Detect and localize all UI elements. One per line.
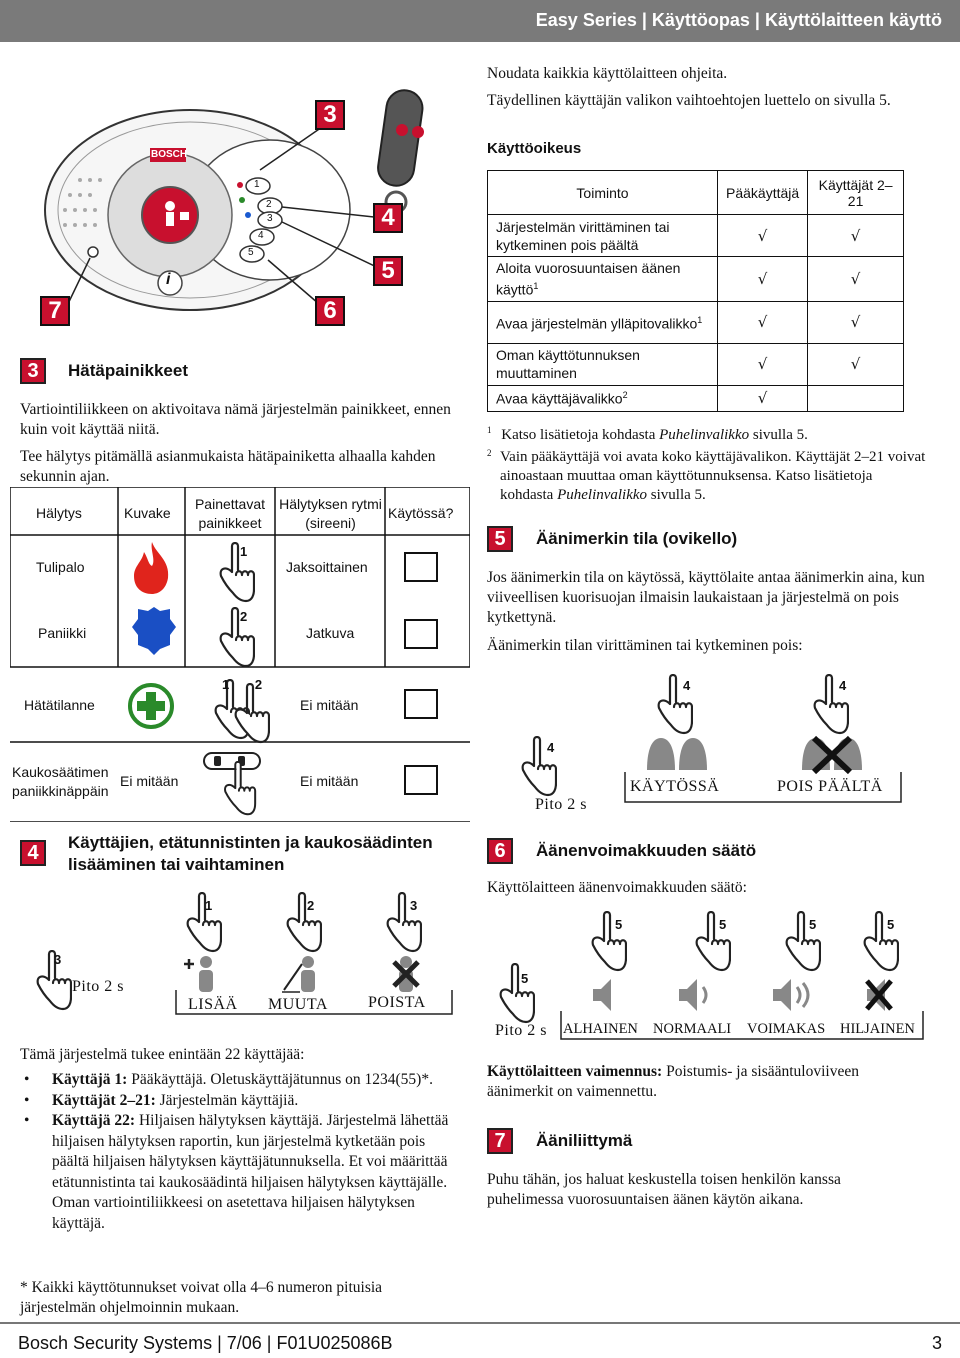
section-3-para-2: Tee hälytys pitämällä asianmukaista hätäpainiketta alhaalla kahden sekunnin ajan. xyxy=(20,448,436,485)
hand-key-1-icon xyxy=(215,542,255,604)
volume-hold-key-label: 5 xyxy=(521,971,529,986)
footnote-ref: 2 xyxy=(622,389,628,400)
user-key-2-label: 2 xyxy=(307,898,315,913)
footnote-2-number: 2 xyxy=(487,448,492,458)
chime-hold-label: Pito 2 s xyxy=(535,796,588,813)
speaker-low-icon xyxy=(587,977,617,1013)
footnote-1-number: 1 xyxy=(487,425,492,435)
master-tick: √ xyxy=(718,301,808,343)
function-text: Järjestelmän virittäminen tai kytkeminen pois päältä xyxy=(496,218,670,253)
users-tick: √ xyxy=(808,301,904,343)
volume-key-label-2: 5 xyxy=(719,917,727,932)
function-cell xyxy=(488,215,718,257)
user-1-text: Pääkäyttäjä. Oletuskäyttäjätunnus on 1234(55)*. xyxy=(127,1071,433,1088)
function-cell xyxy=(488,257,718,302)
footnote-1-text-b: sivulla 5. xyxy=(749,427,808,443)
user-key-3-label: 3 xyxy=(410,898,418,913)
speaker-mute-icon xyxy=(861,977,897,1013)
keyfob-enabled-checkbox[interactable] xyxy=(404,765,438,795)
chime-key-label: 4 xyxy=(683,678,691,693)
user-2-21-label: Käyttäjät 2–21: xyxy=(52,1091,156,1109)
footnote-2 xyxy=(487,448,927,505)
volume-silent-label: HILJAINEN xyxy=(840,1021,915,1037)
section-6-badge: 6 xyxy=(487,838,513,864)
hand-key-2-icon xyxy=(215,607,255,669)
section-6-para: Käyttölaitteen äänenvoimakkuuden säätö: xyxy=(487,879,747,896)
section-5-para-1: Jos äänimerkin tila on käytössä, käyttölaite antaa äänimerkin aina, kun viiveellisen kuorisuojan ilmaisin laukaistaan ja järjestelmä on pois kytkettynä. xyxy=(487,569,925,626)
user-2-21-text: Järjestelmän käyttäjiä. xyxy=(155,1091,299,1109)
chime-diagram xyxy=(487,670,927,820)
volume-hold-label: Pito 2 s xyxy=(495,1022,548,1039)
user-edit-diagram xyxy=(20,890,460,1020)
hand-key-1-icon xyxy=(182,892,222,954)
hand-key-3-icon xyxy=(32,950,72,1012)
callout-3: 3 xyxy=(315,100,345,130)
panic-key-label: 2 xyxy=(240,609,248,624)
keypad-mute-body: Poistumis- ja sisääntuloviiveen äänimerkit on vaimennettu. xyxy=(487,1063,859,1100)
users-tick: √ xyxy=(808,215,904,257)
list-item xyxy=(20,1070,460,1091)
volume-key-label: 5 xyxy=(615,917,623,932)
section-5-para-2: Äänimerkin tilan virittäminen tai kytkeminen pois: xyxy=(487,637,803,654)
medical-keys-label: 1 2 xyxy=(222,677,263,692)
col-header-keys: Painettavat painikkeet xyxy=(194,496,266,531)
alarm-fire-rhythm: Jaksoittainen xyxy=(286,559,368,575)
hand-keys-1-2-icon xyxy=(230,683,270,745)
alarm-keyfob-label: Kaukosäätimen paniikkinäppäin xyxy=(12,764,109,799)
speaker-loud-icon xyxy=(769,977,815,1013)
user-22-text: Hiljaisen hälytyksen käyttäjä. Järjestelmä lähettää hiljaisen hälytyksen raportin, kun järjestelmä kytketään pois päältä hiljaisen hälytyksen käyttäjätunnuksella. Et voi määrittää etätunnistinta tai kaukosäädintä hiljaisen hälytyksen käyttäjälle. Oman vartiointiliikkeesi on asetettava hiljaisen hälytyksen käyttäjä. xyxy=(52,1112,449,1232)
footer-text: Bosch Security Systems | 7/06 | F01U025086B xyxy=(18,1333,393,1353)
col-header-icon: Kuvake xyxy=(124,505,171,521)
header-title: Easy Series | Käyttöopas | Käyttölaitteen käyttö xyxy=(535,10,942,30)
function-cell xyxy=(488,343,718,385)
function-text: Oman käyttötunnuksen muuttaminen xyxy=(496,347,640,382)
alarm-medical-rhythm: Ei mitään xyxy=(300,697,359,713)
footnote-2-text-b: sivulla 5. xyxy=(647,487,706,503)
footnote-1-text-a: Katso lisätietoja kohdasta xyxy=(501,427,660,443)
keypad-key-4[interactable]: 4 xyxy=(258,230,264,241)
alarm-panic-rhythm: Jatkuva xyxy=(306,625,355,641)
chime-on-label: KÄYTÖSSÄ xyxy=(630,778,720,795)
intro-line-2: Täydellinen käyttäjän valikon vaihtoehtojen luettelo on sivulla 5. xyxy=(487,92,891,109)
volume-normal-label: NORMAALI xyxy=(653,1021,732,1037)
users-tick: √ xyxy=(808,257,904,302)
brand-logo: BOSCH xyxy=(151,149,188,160)
panic-enabled-checkbox[interactable] xyxy=(404,619,438,649)
keypad-key-3[interactable]: 3 xyxy=(267,213,273,224)
col-header-enabled: Käytössä? xyxy=(388,505,454,521)
rights-title: Käyttöoikeus xyxy=(487,140,582,157)
keypad-key-1[interactable]: 1 xyxy=(254,179,260,190)
user-support-text: Tämä järjestelmä tukee enintään 22 käyttäjää: xyxy=(20,1046,305,1063)
hand-key-5-icon xyxy=(495,963,535,1025)
chime-key-label-2: 4 xyxy=(839,678,847,693)
footnote-1 xyxy=(487,421,917,445)
keypad-mute-text xyxy=(487,1062,927,1102)
section-4-title: Käyttäjien, etätunnistinten ja kaukosäädinten lisääminen tai vaihtaminen xyxy=(68,833,433,874)
col-header-master: Pääkäyttäjä xyxy=(718,171,808,215)
fire-key-label: 1 xyxy=(240,544,248,559)
section-7-badge: 7 xyxy=(487,1128,513,1154)
alarm-panic-label: Paniikki xyxy=(38,625,87,641)
hand-keyfob-icon xyxy=(218,761,258,817)
hold-2s-label: Pito 2 s xyxy=(72,978,125,995)
col-header-alarm: Hälytys xyxy=(36,505,82,521)
master-tick: √ xyxy=(718,257,808,302)
passcode-footnote: * Kaikki käyttötunnukset voivat olla 4–6 numeron pituisia järjestelmän ohjelmoinnin mukaan. xyxy=(20,1279,383,1316)
delete-label: POISTA xyxy=(368,994,426,1011)
user-22-label: Käyttäjä 22: xyxy=(52,1112,136,1129)
list-item xyxy=(20,1111,460,1234)
table-row xyxy=(488,215,904,257)
col-header-users: Käyttäjät 2–21 xyxy=(808,171,904,215)
user-type-list xyxy=(20,1070,460,1234)
intro-line-1: Noudata kaikkia käyttölaitteen ohjeita. xyxy=(487,65,728,82)
volume-loud-label: VOIMAKAS xyxy=(747,1021,826,1037)
header-bar xyxy=(0,0,960,42)
hold-key-label: 3 xyxy=(54,952,62,967)
master-tick: √ xyxy=(718,343,808,385)
master-tick: √ xyxy=(718,215,808,257)
fire-enabled-checkbox[interactable] xyxy=(404,552,438,582)
info-icon: i xyxy=(166,271,171,288)
hand-key-2-icon xyxy=(282,892,322,954)
volume-diagram xyxy=(487,905,927,1045)
table-header-row xyxy=(488,171,904,215)
footer-divider xyxy=(0,1322,960,1324)
col-header-rhythm: Hälytyksen rytmi (sireeni) xyxy=(279,496,382,531)
keypad-key-2[interactable]: 2 xyxy=(266,199,272,210)
table-row xyxy=(488,301,904,343)
footnote-ref: 1 xyxy=(533,281,539,291)
section-7-title: Ääniliittymä xyxy=(536,1131,633,1150)
function-text: Avaa järjestelmän ylläpitovalikko xyxy=(496,315,698,332)
alarm-medical-label: Hätätilanne xyxy=(24,697,95,713)
function-text: Aloita vuorosuuntaisen äänen käyttö xyxy=(496,260,681,298)
permissions-table xyxy=(487,170,904,412)
callout-4: 4 xyxy=(373,203,403,233)
section-7-para: Puhu tähän, jos haluat keskustella toisen henkilön kanssa puhelimessa vuorosuuntaisen äänen käytön aikana. xyxy=(487,1171,841,1208)
change-label: MUUTA xyxy=(268,996,328,1013)
section-4-badge: 4 xyxy=(20,840,46,866)
footnote-1-link: Puhelinvalikko xyxy=(659,427,750,443)
police-badge-icon xyxy=(130,605,178,657)
users-tick: √ xyxy=(808,343,904,385)
medical-cross-icon xyxy=(128,683,174,729)
volume-key-label-3: 5 xyxy=(809,917,817,932)
fire-icon xyxy=(130,540,174,596)
list-item xyxy=(20,1091,460,1112)
footnote-2-text-a: Vain pääkäyttäjä voi avata koko käyttäjävalikon. Käyttäjät 2–21 voivat ainoastaan muuttaa oman käyttötunnuksensa. Katso lisätietoja kohdasta xyxy=(500,449,926,503)
alarm-keyfob-icon: Ei mitään xyxy=(120,773,179,789)
section-6-title: Äänenvoimakkuuden säätö xyxy=(536,841,757,860)
keypad-illustration xyxy=(20,60,460,340)
keypad-key-5[interactable]: 5 xyxy=(248,247,254,258)
volume-low-label: ALHAINEN xyxy=(563,1021,638,1037)
section-3-badge: 3 xyxy=(20,358,46,384)
page-number: 3 xyxy=(931,1333,942,1353)
emergency-table xyxy=(10,487,470,822)
alarm-keyfob-rhythm: Ei mitään xyxy=(300,773,359,789)
table-row xyxy=(488,343,904,385)
medical-enabled-checkbox[interactable] xyxy=(404,689,438,719)
volume-key-label-4: 5 xyxy=(887,917,895,932)
function-cell xyxy=(488,301,718,343)
user-1-label: Käyttäjä 1: xyxy=(52,1071,128,1088)
section-5-title: Äänimerkin tila (ovikello) xyxy=(536,529,738,548)
callout-6: 6 xyxy=(315,296,345,326)
table-row xyxy=(488,385,904,411)
footnote-ref: 1 xyxy=(697,315,703,326)
function-text: Avaa käyttäjävalikko xyxy=(496,390,623,407)
speaker-normal-icon xyxy=(675,977,715,1013)
callout-7: 7 xyxy=(40,296,70,326)
users-tick xyxy=(808,385,904,411)
alarm-fire-label: Tulipalo xyxy=(36,559,85,575)
col-header-function: Toiminto xyxy=(488,171,718,215)
chime-off-label: POIS PÄÄLTÄ xyxy=(777,778,883,795)
section-3-title: Hätäpainikkeet xyxy=(68,361,188,380)
chime-hold-key-label: 4 xyxy=(547,740,555,755)
user-key-1-label: 1 xyxy=(205,898,213,913)
section-3-para-1: Vartiointiliikkeen on aktivoitava nämä järjestelmän painikkeet, ennen kuin voit käyttää niitä. xyxy=(20,401,451,438)
callout-5: 5 xyxy=(373,256,403,286)
master-tick: √ xyxy=(718,385,808,411)
keypad-mute-label: Käyttölaitteen vaimennus: xyxy=(487,1063,663,1080)
function-cell xyxy=(488,385,718,411)
add-label: LISÄÄ xyxy=(188,996,238,1013)
section-5-badge: 5 xyxy=(487,526,513,552)
table-row xyxy=(488,257,904,302)
footnote-2-link: Puhelinvalikko xyxy=(557,487,648,503)
